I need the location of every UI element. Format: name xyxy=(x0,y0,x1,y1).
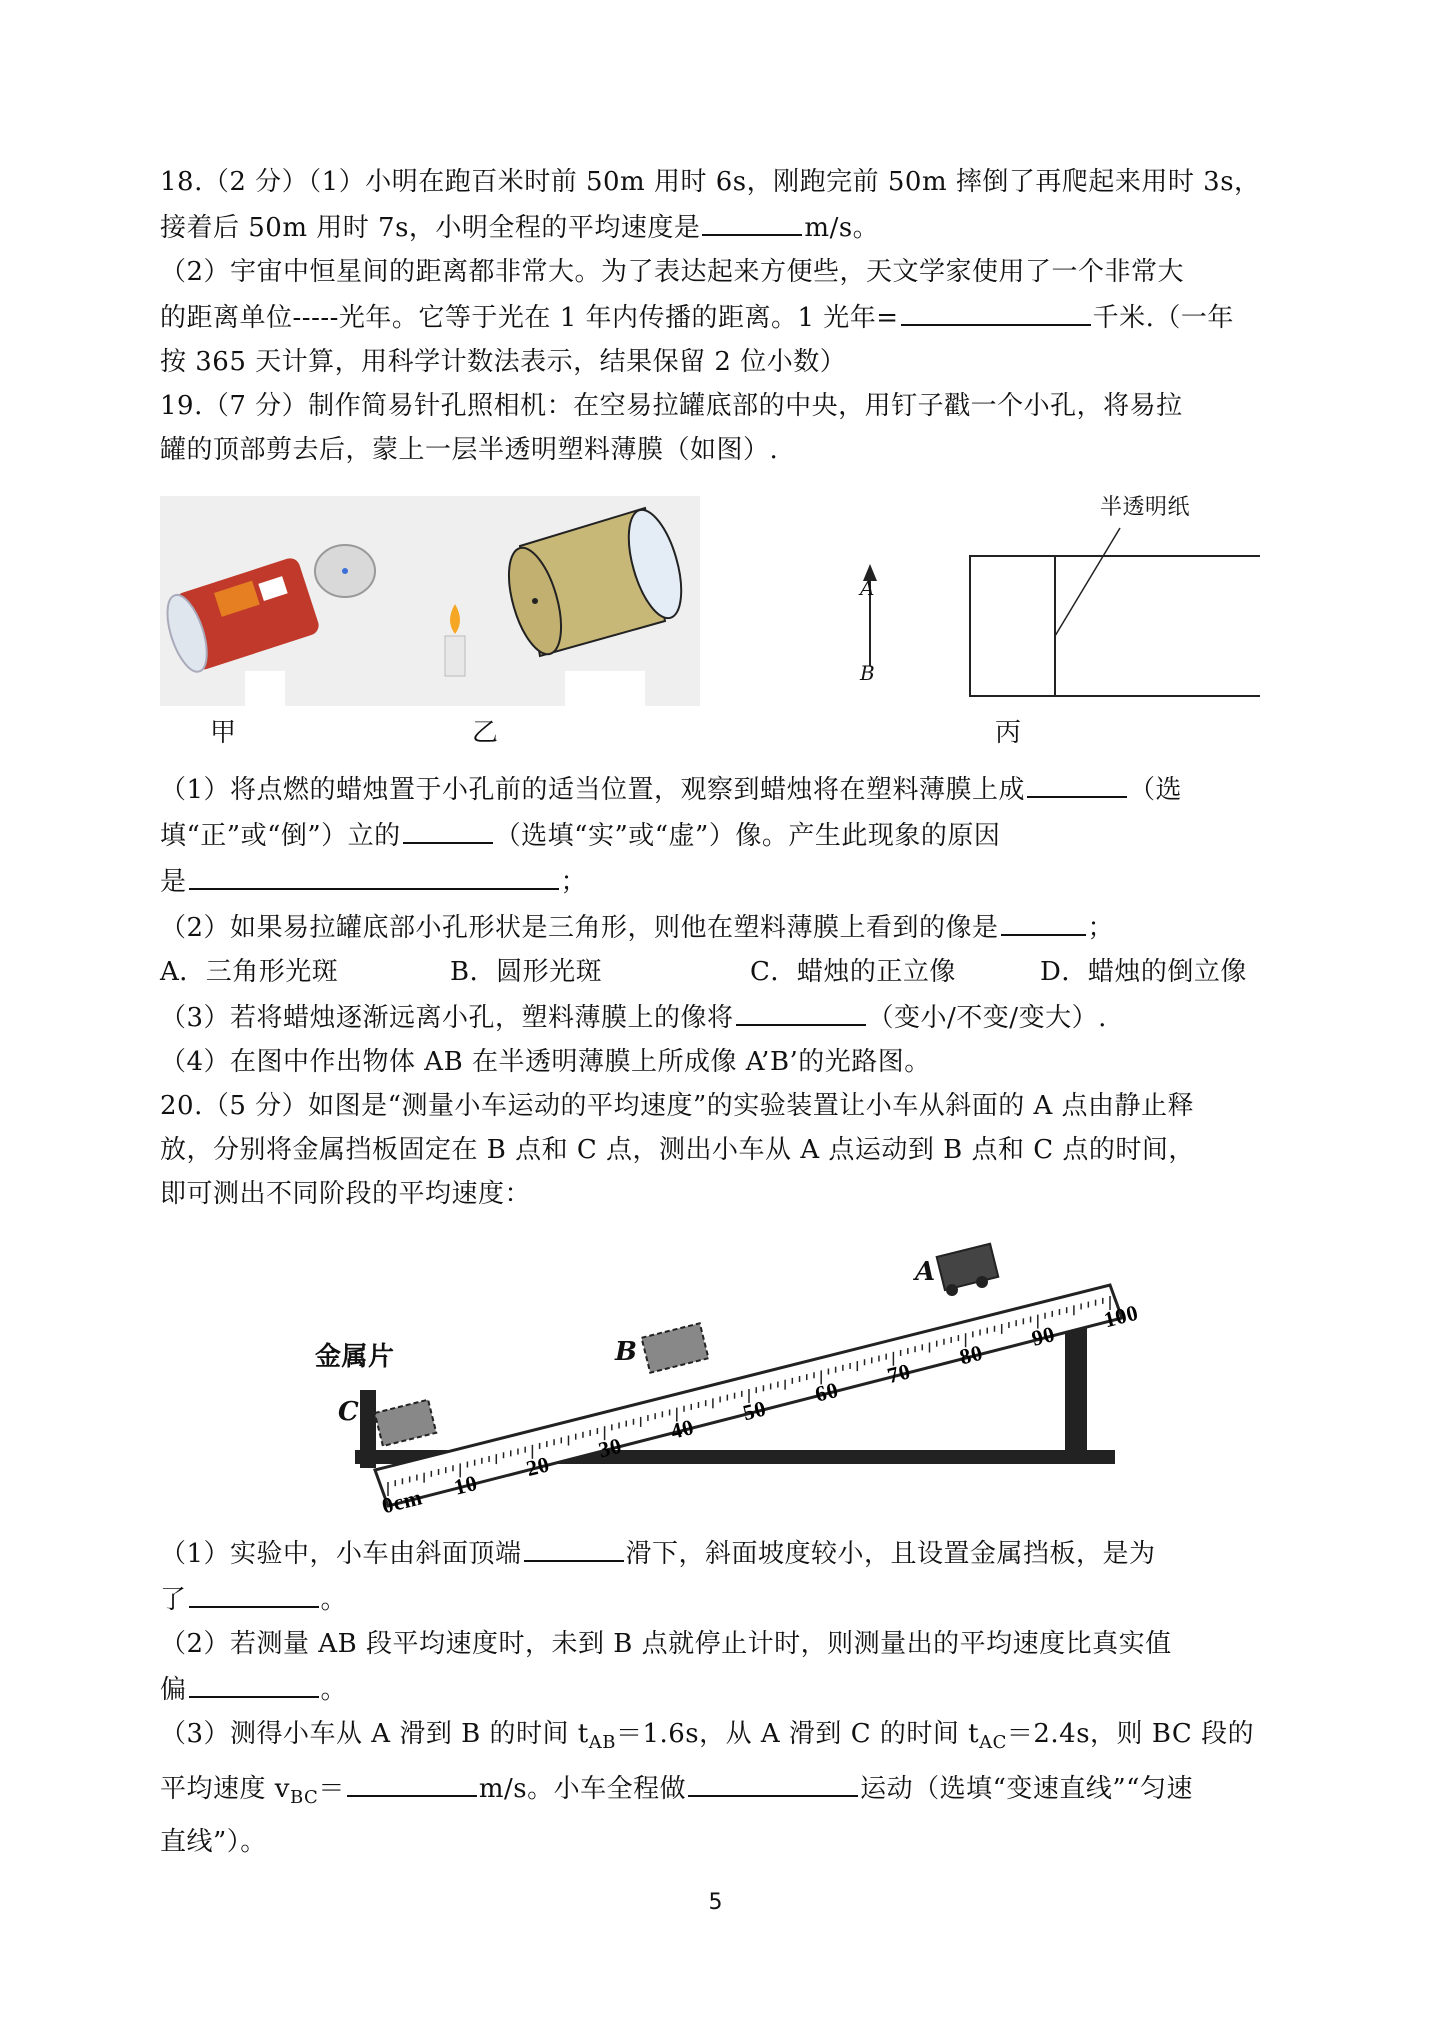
fig-label-jia: 甲 xyxy=(210,718,237,748)
q19-s3-text: （3）若将蜡烛逐渐远离小孔，塑料薄膜上的像将 xyxy=(160,1003,734,1033)
answer-blank[interactable] xyxy=(189,1576,319,1608)
q18-line4-unit: 千米.（一年 xyxy=(1092,303,1234,333)
q20-s1-line2 xyxy=(160,1576,1280,1622)
subscript: BC xyxy=(289,1787,319,1809)
q18-line2-unit: m/s。 xyxy=(804,213,880,243)
cart-c xyxy=(375,1400,437,1446)
q19-s1-line3 xyxy=(160,858,1280,904)
metal-plate xyxy=(360,1390,376,1468)
q20-s3-text: ＝2.4s，则 BC 段的 xyxy=(1006,1719,1255,1749)
q20-s3-line1 xyxy=(160,1712,1280,1765)
answer-blank[interactable] xyxy=(189,1666,319,1698)
candle-image xyxy=(445,636,465,676)
q20-line1: 20.（5 分）如图是“测量小车运动的平均速度”的实验装置让小车从斜面的 A 点由静止释 xyxy=(160,1091,1195,1121)
q20-s1-line1 xyxy=(160,1530,1280,1576)
q20-s3-text: ＝1.6s，从 A 滑到 C 的时间 t xyxy=(615,1719,980,1749)
q19-s2-text: （2）如果易拉罐底部小孔形状是三角形，则他在塑料薄膜上看到的像是 xyxy=(160,913,999,943)
q19-line1: 19.（7 分）制作简易针孔照相机：在空易拉罐底部的中央，用钉子戳一个小孔，将易拉 xyxy=(160,391,1183,421)
q20-s1-text: 。 xyxy=(320,1585,348,1615)
q20-line3: 即可测出不同阶段的平均速度： xyxy=(160,1179,532,1209)
answer-blank[interactable] xyxy=(901,294,1091,326)
metal-plate-label: 金属片 xyxy=(315,1342,395,1372)
q19-options xyxy=(160,950,1280,994)
ruler-tick-label: 20 xyxy=(523,1451,553,1482)
answer-blank[interactable] xyxy=(736,994,866,1026)
photo-patch xyxy=(565,671,645,706)
point-b-label: B xyxy=(615,1337,638,1367)
q20-s3-text: 运动（选填“变速直线”“匀速 xyxy=(860,1774,1193,1805)
option-b[interactable]: B．圆形光斑 xyxy=(450,957,603,987)
option-a[interactable]: A．三角形光斑 xyxy=(160,957,339,987)
ruler-tick-label: 0cm xyxy=(379,1484,425,1519)
q18-line4 xyxy=(160,294,1280,340)
photo-patch xyxy=(245,671,285,706)
q19-s1-text: 是 xyxy=(160,867,187,897)
q20-s2-line2 xyxy=(160,1666,1280,1712)
translucent-paper-label: 半透明纸 xyxy=(1100,495,1191,520)
q20-s3-text: 平均速度 v xyxy=(160,1774,290,1805)
q18-line4-text: 的距离单位-----光年。它等于光在 1 年内传播的距离。1 光年= xyxy=(160,303,899,333)
q19-s2-text: ； xyxy=(1087,913,1115,943)
ruler-tick-label: 30 xyxy=(595,1432,625,1463)
page-content xyxy=(160,160,1280,1864)
answer-blank[interactable] xyxy=(347,1765,477,1797)
fig-label-yi: 乙 xyxy=(472,718,499,748)
option-c[interactable]: C．蜡烛的正立像 xyxy=(750,957,956,987)
q18-line2-text: 接着后 50m 用时 7s，小明全程的平均速度是 xyxy=(160,213,701,243)
pinhole-dot xyxy=(342,568,348,574)
fig-label-bing: 丙 xyxy=(995,718,1022,748)
point-c-label: C xyxy=(338,1397,360,1427)
page-number: 5 xyxy=(708,1890,723,1915)
answer-blank[interactable] xyxy=(1001,904,1086,936)
q20-s1-text: 了 xyxy=(160,1585,187,1615)
answer-blank[interactable] xyxy=(1027,766,1127,798)
q19-s3-text: （变小/不变/变大）. xyxy=(867,1003,1107,1033)
q20-s2-text: 。 xyxy=(320,1675,348,1705)
ruler-tick-label: 50 xyxy=(740,1395,769,1426)
answer-blank[interactable] xyxy=(189,858,559,890)
ruler-tick-label: 70 xyxy=(884,1358,914,1389)
answer-blank[interactable] xyxy=(688,1765,858,1797)
ruler-tick-label: 100 xyxy=(1101,1299,1141,1333)
q19-s4-line: （4）在图中作出物体 AB 在半透明薄膜上所成像 A’B’的光路图。 xyxy=(160,1047,931,1077)
q19-s1-text: ； xyxy=(560,867,588,897)
cart-b xyxy=(642,1323,709,1372)
q18-line3: （2）宇宙中恒星间的距离都非常大。为了表达起来方便些，天文学家使用了一个非常大 xyxy=(160,257,1185,287)
q19-s1-line2 xyxy=(160,812,1280,858)
answer-blank[interactable] xyxy=(702,204,802,236)
ray-diagram xyxy=(863,528,1260,696)
q19-s1-text: （选 xyxy=(1129,775,1183,805)
q18-line2 xyxy=(160,204,1280,250)
q18-line1: 18.（2 分）（1）小明在跑百米时前 50m 用时 6s，刚跑完前 50m 摔倒了再爬起来用时 3s， xyxy=(160,167,1261,197)
pinhole-camera-figure xyxy=(160,486,1280,766)
point-a-label: A xyxy=(915,1257,936,1287)
q19-s1-line1 xyxy=(160,766,1280,812)
ruler-tick-label: 90 xyxy=(1029,1321,1058,1351)
subscript: AB xyxy=(588,1732,616,1754)
point-b-label: B xyxy=(860,661,876,685)
q19-line2: 罐的顶部剪去后，蒙上一层半透明塑料薄膜（如图）. xyxy=(160,435,779,465)
q19-s1-text: （选填“实”或“虚”）像。产生此现象的原因 xyxy=(494,821,1001,851)
q20-s2-line1: （2）若测量 AB 段平均速度时，未到 B 点就停止计时，则测量出的平均速度比真实值 xyxy=(160,1629,1172,1659)
subscript: AC xyxy=(979,1732,1007,1754)
ruler-tick-label: 10 xyxy=(451,1469,480,1500)
answer-blank[interactable] xyxy=(524,1530,624,1562)
q20-s3-text: ＝ xyxy=(318,1774,345,1805)
ruler-tick-label: 60 xyxy=(812,1376,841,1407)
q20-s2-text: 偏 xyxy=(160,1675,187,1705)
q20-line2: 放，分别将金属挡板固定在 B 点和 C 点，测出小车从 A 点运动到 B 点和 C 点的时间， xyxy=(160,1135,1195,1165)
q19-s2-line xyxy=(160,904,1280,950)
q20-s1-text: 滑下，斜面坡度较小，且设置金属挡板，是为 xyxy=(625,1539,1156,1569)
q18-line5: 按 365 天计算，用科学计数法表示，结果保留 2 位小数） xyxy=(160,347,847,377)
q20-s3-line3: 直线”）。 xyxy=(160,1827,267,1858)
ruler-tick-label: 80 xyxy=(956,1339,986,1370)
q20-s1-text: （1）实验中，小车由斜面顶端 xyxy=(160,1539,522,1569)
q20-s3-text: （3）测得小车从 A 滑到 B 的时间 t xyxy=(160,1719,589,1749)
q19-s3-line xyxy=(160,994,1280,1040)
support-post xyxy=(1065,1325,1087,1455)
q20-s3-text: m/s。小车全程做 xyxy=(478,1774,687,1805)
ruler-tick-label: 40 xyxy=(668,1414,697,1444)
option-d[interactable]: D．蜡烛的倒立像 xyxy=(1040,957,1247,987)
incline-figure xyxy=(160,1230,1280,1530)
point-a-label: A xyxy=(860,576,875,600)
q20-s3-line2 xyxy=(160,1765,1280,1820)
q19-s1-text: 填“正”或“倒”）立的 xyxy=(160,821,401,851)
cart-a xyxy=(937,1244,999,1296)
q19-s1-text: （1）将点燃的蜡烛置于小孔前的适当位置，观察到蜡烛将在塑料薄膜上成 xyxy=(160,775,1026,805)
answer-blank[interactable] xyxy=(403,812,493,844)
